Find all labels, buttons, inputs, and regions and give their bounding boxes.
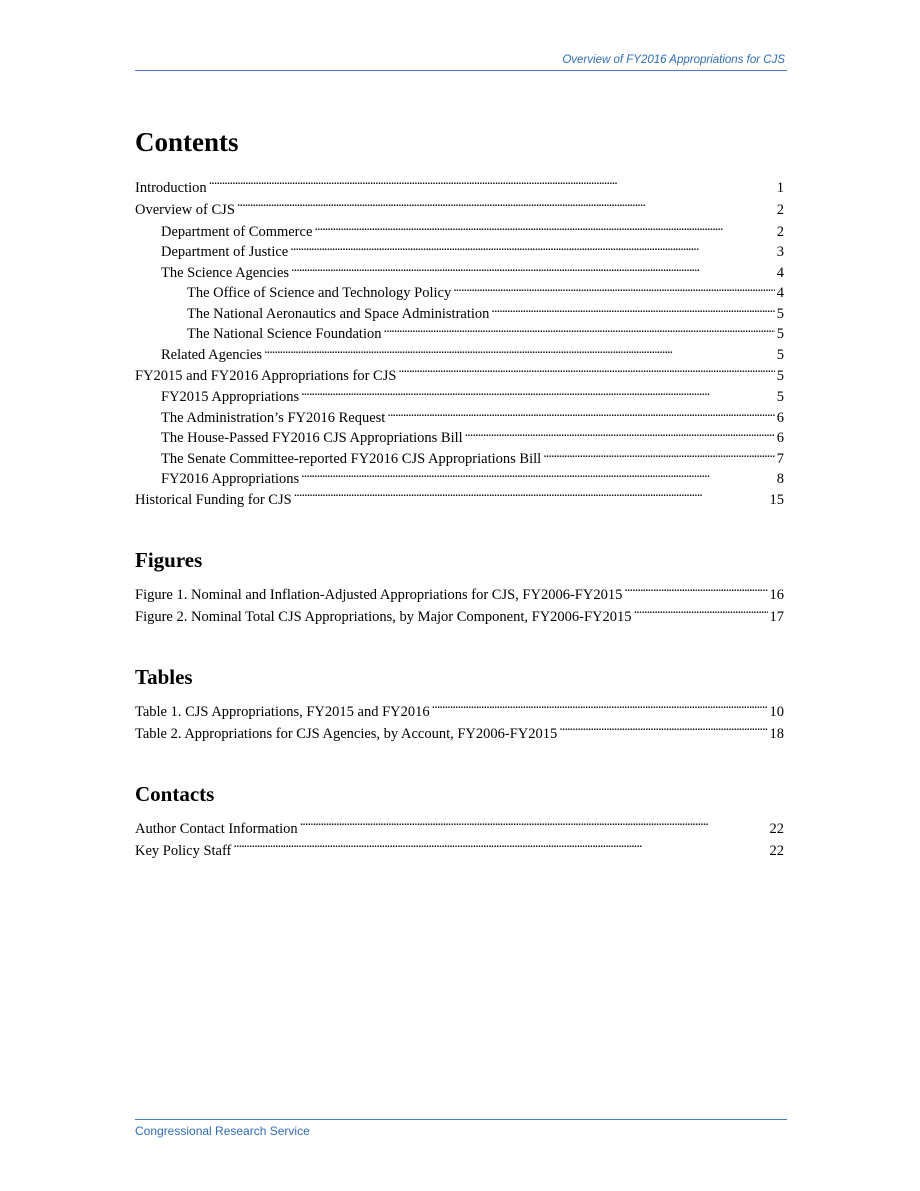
dot-leader [432,702,768,717]
figures-heading: Figures [135,548,203,572]
toc-entry-title: Table 1. CJS Appropriations, FY2015 and FY2016 [135,704,430,720]
toc-entry-title: The Office of Science and Technology Policy [187,285,452,301]
dot-leader [301,469,775,484]
contacts-list [135,818,784,862]
toc-entry-page: 17 [769,609,784,625]
toc-entry[interactable] [135,428,784,449]
dot-leader [301,387,775,402]
toc-entry-page: 18 [769,726,784,742]
contacts-section [135,780,784,862]
dot-leader [290,242,775,257]
toc-entry-title: Figure 2. Nominal Total CJS Appropriations, by Major Component, FY2006-FY2015 [135,609,632,625]
contents-section [135,124,784,511]
toc-entry-title: Table 2. Appropriations for CJS Agencies, by Account, FY2006-FY2015 [135,726,558,742]
footer-publisher: Congressional Research Service [135,1124,310,1138]
dot-leader [300,819,768,834]
toc-entry[interactable] [135,448,784,469]
toc-entry-title: The National Aeronautics and Space Administration [187,305,490,322]
table-of-contents [135,124,784,862]
toc-entry-title: FY2015 and FY2016 Appropriations for CJS [135,367,397,384]
dot-leader [237,200,775,215]
page-footer [135,1119,787,1138]
toc-entry-page: 5 [776,389,784,405]
dot-leader [384,324,775,339]
toc-entry-title: Related Agencies [161,346,263,363]
figures-list [135,584,784,628]
contacts-heading: Contacts [135,782,215,806]
toc-entry-page: 16 [769,587,784,603]
toc-entry[interactable] [135,344,784,365]
running-title: Overview of FY2016 Appropriations for CJS [562,54,785,66]
toc-entry-page: 5 [776,326,784,342]
toc-entry-title: The National Science Foundation [187,326,382,342]
page-header [135,54,787,71]
toc-entry-page: 1 [776,180,784,196]
toc-entry-page: 5 [776,305,784,322]
toc-entry-page: 22 [769,821,784,837]
toc-entry-title: The Science Agencies [161,264,290,281]
toc-entry[interactable] [135,365,784,387]
toc-entry-title: Introduction [135,180,207,196]
dot-leader [465,428,775,443]
toc-entry-page: 3 [776,244,784,260]
dot-leader [543,448,775,463]
toc-entry[interactable] [135,469,784,490]
toc-entry[interactable] [135,407,784,428]
toc-entry-title: Department of Commerce [161,223,313,240]
figures-section [135,546,784,628]
toc-entry-title: Department of Justice [161,244,289,260]
contents-heading: Contents [135,127,239,157]
toc-entry-page: 4 [776,264,784,281]
toc-entry-page: 2 [776,202,784,218]
toc-entry-title: FY2016 Appropriations [161,471,300,487]
toc-entry[interactable] [135,262,784,283]
toc-entry-page: 8 [776,471,784,487]
contents-list [135,177,784,511]
dot-leader [634,607,768,622]
dot-leader [264,344,775,359]
tables-list [135,701,784,745]
toc-entry[interactable] [135,199,784,221]
toc-entry[interactable] [135,283,784,304]
tables-section [135,663,784,745]
dot-leader [559,724,767,739]
tables-heading: Tables [135,665,193,689]
toc-entry[interactable] [135,701,784,723]
toc-entry-page: 22 [769,843,784,859]
toc-entry-title: Figure 1. Nominal and Inflation-Adjusted Appropriations for CJS, FY2006-FY2015 [135,587,623,603]
toc-entry-page: 4 [776,285,784,301]
toc-entry[interactable] [135,818,784,840]
toc-entry[interactable] [135,242,784,263]
toc-entry[interactable] [135,177,784,199]
dot-leader [233,841,767,856]
toc-entry-title: The Senate Committee-reported FY2016 CJS Appropriations Bill [161,450,542,467]
toc-entry-title: FY2015 Appropriations [161,389,300,405]
toc-entry[interactable] [135,387,784,408]
toc-entry[interactable] [135,303,784,324]
toc-entry[interactable] [135,489,784,511]
toc-entry-page: 2 [776,223,784,240]
toc-entry-title: The House-Passed FY2016 CJS Appropriations Bill [161,430,463,446]
dot-leader [294,490,768,505]
toc-entry-page: 10 [769,704,784,720]
toc-entry[interactable] [135,221,784,242]
toc-entry-page: 6 [776,409,784,426]
dot-leader [387,407,774,422]
dot-leader [209,178,775,193]
dot-leader [314,221,774,236]
toc-entry[interactable] [135,840,784,862]
dot-leader [291,262,775,277]
toc-entry[interactable] [135,584,784,606]
toc-entry[interactable] [135,324,784,345]
toc-entry-page: 15 [769,492,784,508]
dot-leader [624,585,767,600]
toc-entry-title: Historical Funding for CJS [135,492,292,508]
dot-leader [398,365,774,380]
toc-entry[interactable] [135,723,784,745]
toc-entry-page: 5 [776,346,784,363]
toc-entry-title: Key Policy Staff [135,843,232,859]
dot-leader [453,283,775,298]
toc-entry-title: Overview of CJS [135,202,235,218]
toc-entry-title: The Administration’s FY2016 Request [161,409,386,426]
toc-entry-page: 6 [776,430,784,446]
toc-entry[interactable] [135,606,784,628]
toc-entry-title: Author Contact Information [135,821,298,837]
toc-entry-page: 5 [776,367,784,384]
dot-leader [491,303,774,318]
toc-entry-page: 7 [776,450,784,467]
